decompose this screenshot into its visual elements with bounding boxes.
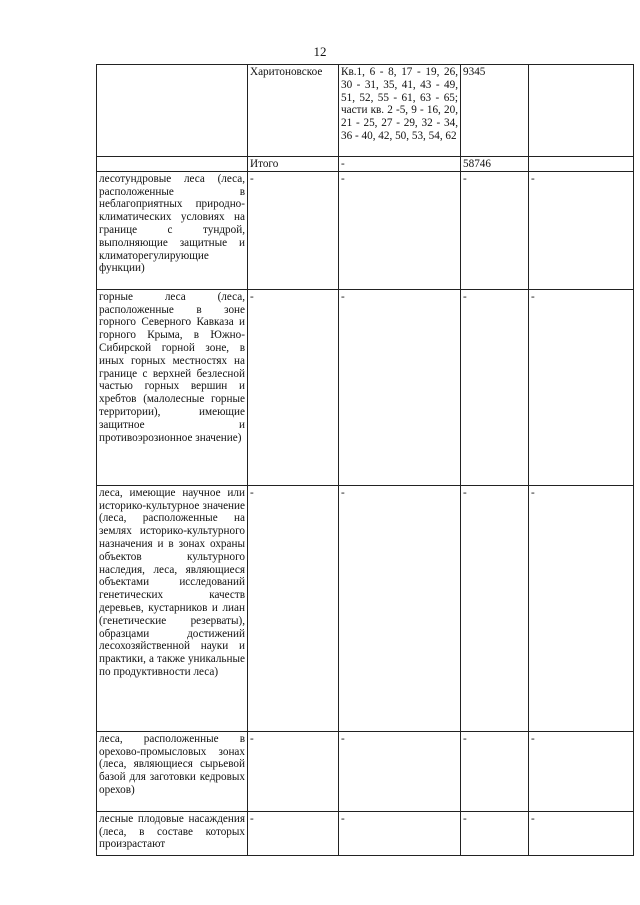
category-cell: горные леса (леса, расположенные в зоне горного Северного Кавказа и горного Крыма, в Южно-Сибирской горной зоне, в иных горных местностях на границе с верхней безлесной частью горных вершин и хребтов (малолесные горные территории), имеющие защитное и противоэрозионное значение) (97, 289, 248, 485)
table-row (97, 289, 634, 485)
table-row (97, 485, 634, 731)
table-row (97, 157, 634, 172)
extra-cell: - (529, 811, 634, 855)
district-cell: Итого (248, 157, 339, 172)
district-cell: - (248, 731, 339, 811)
quarters-cell: - (339, 485, 461, 731)
table-row (97, 811, 634, 855)
area-cell: - (461, 731, 529, 811)
area-cell: 9345 (461, 65, 529, 157)
extra-cell: - (529, 485, 634, 731)
quarters-cell: - (339, 171, 461, 289)
district-cell: - (248, 289, 339, 485)
district-cell: Харитоновское (248, 65, 339, 157)
area-cell: - (461, 171, 529, 289)
district-cell: - (248, 485, 339, 731)
category-cell (97, 65, 248, 157)
extra-cell: - (529, 171, 634, 289)
category-cell: леса, имеющие научное или историко-культурное значение (леса, расположенные на землях историко-культурного назначения и в зонах охраны объектов культурного наследия, леса, являющиеся объектами исследований генетических качеств деревьев, кустарников и лиан (генетические резерваты), образцами достижений лесохозяйственной науки и практики, а также уникальные по продуктивности леса) (97, 485, 248, 731)
quarters-cell: - (339, 731, 461, 811)
quarters-cell: - (339, 811, 461, 855)
category-cell (97, 157, 248, 172)
extra-cell: - (529, 289, 634, 485)
category-cell: леса, расположенные в орехово-промысловых зонах (леса, являющиеся сырьевой базой для заготовки кедровых орехов) (97, 731, 248, 811)
table-row (97, 171, 634, 289)
quarters-cell: Кв.1, 6 - 8, 17 - 19, 26, 30 - 31, 35, 41, 43 - 49, 51, 52, 55 - 61, 63 - 65; части кв. 2 -5, 9 - 16, 20, 21 - 25, 27 - 29, 32 - 34, 36 - 40, 42, 50, 53, 54, 62 (339, 65, 461, 157)
forest-table (96, 64, 634, 856)
district-cell: - (248, 811, 339, 855)
area-cell: - (461, 811, 529, 855)
area-cell: - (461, 485, 529, 731)
district-cell: - (248, 171, 339, 289)
extra-cell: - (529, 731, 634, 811)
table-row (97, 731, 634, 811)
area-cell: 58746 (461, 157, 529, 172)
page-number: 12 (313, 44, 327, 59)
area-cell: - (461, 289, 529, 485)
category-cell: лесотундровые леса (леса, расположенные в неблагоприятных природно-климатических условиях на границе с тундрой, выполняющие защитные и климаторегулирующие функции) (97, 171, 248, 289)
category-cell: лесные плодовые насаждения (леса, в составе которых произрастают (97, 811, 248, 855)
extra-cell (529, 65, 634, 157)
quarters-cell: - (339, 289, 461, 485)
quarters-cell: - (339, 157, 461, 172)
table-row (97, 65, 634, 157)
extra-cell (529, 157, 634, 172)
